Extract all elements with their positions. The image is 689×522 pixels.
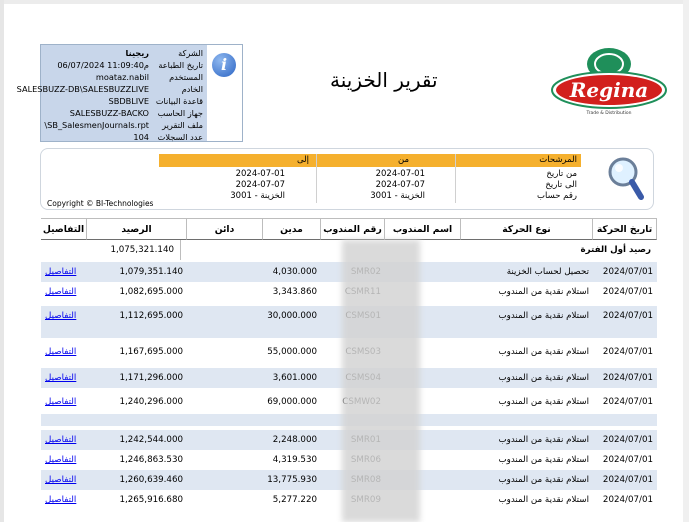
type-cell: استلام نقدية من المندوب [498, 435, 589, 445]
regina-logo [550, 46, 668, 118]
info-row-server [16, 83, 207, 95]
filters-header-row [159, 154, 581, 167]
filters-header-from: من [397, 155, 409, 165]
column-header-balance: الرصيد [87, 218, 187, 240]
info-value: 06/07/2024 11:09:40م [57, 60, 149, 70]
debit-cell: 3,601.000 [272, 373, 317, 383]
magnifier-icon [605, 155, 645, 201]
balance-cell: 1,171,296.000 [119, 373, 183, 383]
column-header-rep-no: رقم المندوب [321, 218, 385, 240]
type-cell: استلام نقدية من المندوب [498, 373, 589, 383]
filter-name: رقم حساب [537, 191, 577, 201]
info-row-report-file [41, 119, 207, 131]
info-value: moataz.nabil [95, 72, 149, 82]
date-cell: 2024/07/01 [602, 373, 653, 383]
filters-header-to: إلى [296, 155, 309, 165]
info-label: الخادم [181, 84, 203, 94]
info-icon: i [212, 53, 236, 77]
balance-cell: 1,260,639.460 [119, 475, 183, 485]
details-link[interactable]: التفاصيل [45, 287, 77, 297]
info-label: ملف التقرير [162, 120, 203, 130]
debit-cell: 2,248.000 [272, 435, 317, 445]
column-header-debit: مدين [263, 218, 321, 240]
logo-brand-text: Regina [569, 78, 649, 102]
balance-cell: 1,242,544.000 [119, 435, 183, 445]
filter-to-value: 2024-07-01 [235, 169, 285, 179]
report-title: تقرير الخزينة [330, 68, 438, 92]
details-link[interactable]: التفاصيل [45, 455, 77, 465]
info-row-print-date [41, 59, 207, 71]
info-row-user [41, 71, 207, 83]
debit-cell: 30,000.000 [267, 311, 317, 321]
debit-cell: 55,000.000 [267, 347, 317, 357]
balance-cell: 1,112,695.000 [119, 311, 183, 321]
balance-cell: 1,265,916.680 [119, 495, 183, 505]
info-row-database [41, 95, 207, 107]
date-cell: 2024/07/01 [602, 495, 653, 505]
debit-cell: 5,277.220 [272, 495, 317, 505]
type-cell: استلام نقدية من المندوب [498, 311, 589, 321]
info-row-computer [41, 107, 207, 119]
opening-balance-label: رصيد أول الفترة [580, 245, 651, 255]
date-cell: 2024/07/01 [602, 311, 653, 321]
type-cell: تحصيل لحساب الخزينة [506, 267, 589, 277]
info-label: عدد السجلات [157, 132, 203, 142]
info-label: جهاز الحاسب [157, 108, 203, 118]
info-value: SALESBUZZ-BACKO [69, 108, 149, 118]
filters-header-name: المرشحات [539, 155, 577, 165]
column-header-type: نوع الحركة [461, 218, 593, 240]
details-link[interactable]: التفاصيل [45, 373, 77, 383]
details-link[interactable]: التفاصيل [45, 347, 77, 357]
info-value: \SB_SalesmenJournals.rpt [44, 120, 149, 130]
info-label: المستخدم [169, 72, 203, 82]
details-link[interactable]: التفاصيل [45, 475, 77, 485]
debit-cell: 13,775.930 [267, 475, 317, 485]
details-link[interactable]: التفاصيل [45, 311, 77, 321]
copyright-text: Copyright © BI-Technologies [47, 199, 154, 208]
info-label: تاريخ الطباعة [158, 60, 203, 70]
column-header-credit: دائن [187, 218, 263, 240]
column-header-rep-name: اسم المندوب [385, 218, 461, 240]
filter-to-value: 2024-07-07 [235, 180, 285, 190]
right-edge [683, 0, 689, 522]
details-link[interactable]: التفاصيل [45, 397, 77, 407]
filters-panel [40, 148, 654, 210]
date-cell: 2024/07/01 [602, 455, 653, 465]
type-cell: استلام نقدية من المندوب [498, 475, 589, 485]
report-info-panel [16, 45, 207, 142]
debit-cell: 3,343.860 [272, 287, 317, 297]
type-cell: استلام نقدية من المندوب [498, 347, 589, 357]
date-cell: 2024/07/01 [602, 435, 653, 445]
redacted-rep-names [342, 240, 420, 522]
info-value: SALESBUZZ-DB\SALESBUZZLIVE [16, 84, 149, 94]
filter-row-to-date [159, 180, 581, 191]
column-header-details: التفاصيل [41, 218, 87, 240]
window-top-edge [0, 0, 689, 4]
balance-cell: 1,246,863.530 [119, 455, 183, 465]
filter-to-value: الخزينة - 3001 [230, 191, 285, 201]
date-cell: 2024/07/01 [602, 347, 653, 357]
type-cell: استلام نقدية من المندوب [498, 455, 589, 465]
filter-from-value: الخزينة - 3001 [370, 191, 425, 201]
filter-row-from-date [159, 169, 581, 180]
balance-cell: 1,079,351.140 [119, 267, 183, 277]
info-value: 104 [133, 132, 149, 142]
type-cell: استلام نقدية من المندوب [498, 495, 589, 505]
details-link[interactable]: التفاصيل [45, 435, 77, 445]
date-cell: 2024/07/01 [602, 267, 653, 277]
column-header-date: تاريخ الحركة [593, 218, 657, 240]
filter-name: من تاريخ [546, 169, 577, 179]
balance-cell: 1,167,695.000 [119, 347, 183, 357]
date-cell: 2024/07/01 [602, 475, 653, 485]
filter-from-value: 2024-07-07 [375, 180, 425, 190]
info-row-company [41, 47, 207, 59]
info-row-record-count [41, 131, 207, 143]
info-value: ريجينا [125, 48, 149, 58]
filter-from-value: 2024-07-01 [375, 169, 425, 179]
debit-cell: 4,319.530 [272, 455, 317, 465]
balance-cell: 1,082,695.000 [119, 287, 183, 297]
type-cell: استلام نقدية من المندوب [498, 397, 589, 407]
details-link[interactable]: التفاصيل [45, 267, 77, 277]
type-cell: استلام نقدية من المندوب [498, 287, 589, 297]
date-cell: 2024/07/01 [602, 397, 653, 407]
report-info-box [16, 44, 243, 142]
debit-cell: 4,030.000 [272, 267, 317, 277]
opening-balance-value: 1,075,321.140 [87, 240, 181, 260]
balance-cell: 1,240,296.000 [119, 397, 183, 407]
info-value: SBDBLIVE [108, 96, 149, 106]
filter-row-account [159, 191, 581, 202]
logo-tagline: Trade & Distribution [586, 111, 632, 116]
debit-cell: 69,000.000 [267, 397, 317, 407]
info-label: الشركة [178, 48, 203, 58]
details-link[interactable]: التفاصيل [45, 495, 77, 505]
info-label: قاعدة البيانات [155, 96, 203, 106]
window-left-edge [0, 0, 4, 522]
date-cell: 2024/07/01 [602, 287, 653, 297]
filter-name: الى تاريخ [545, 180, 577, 190]
